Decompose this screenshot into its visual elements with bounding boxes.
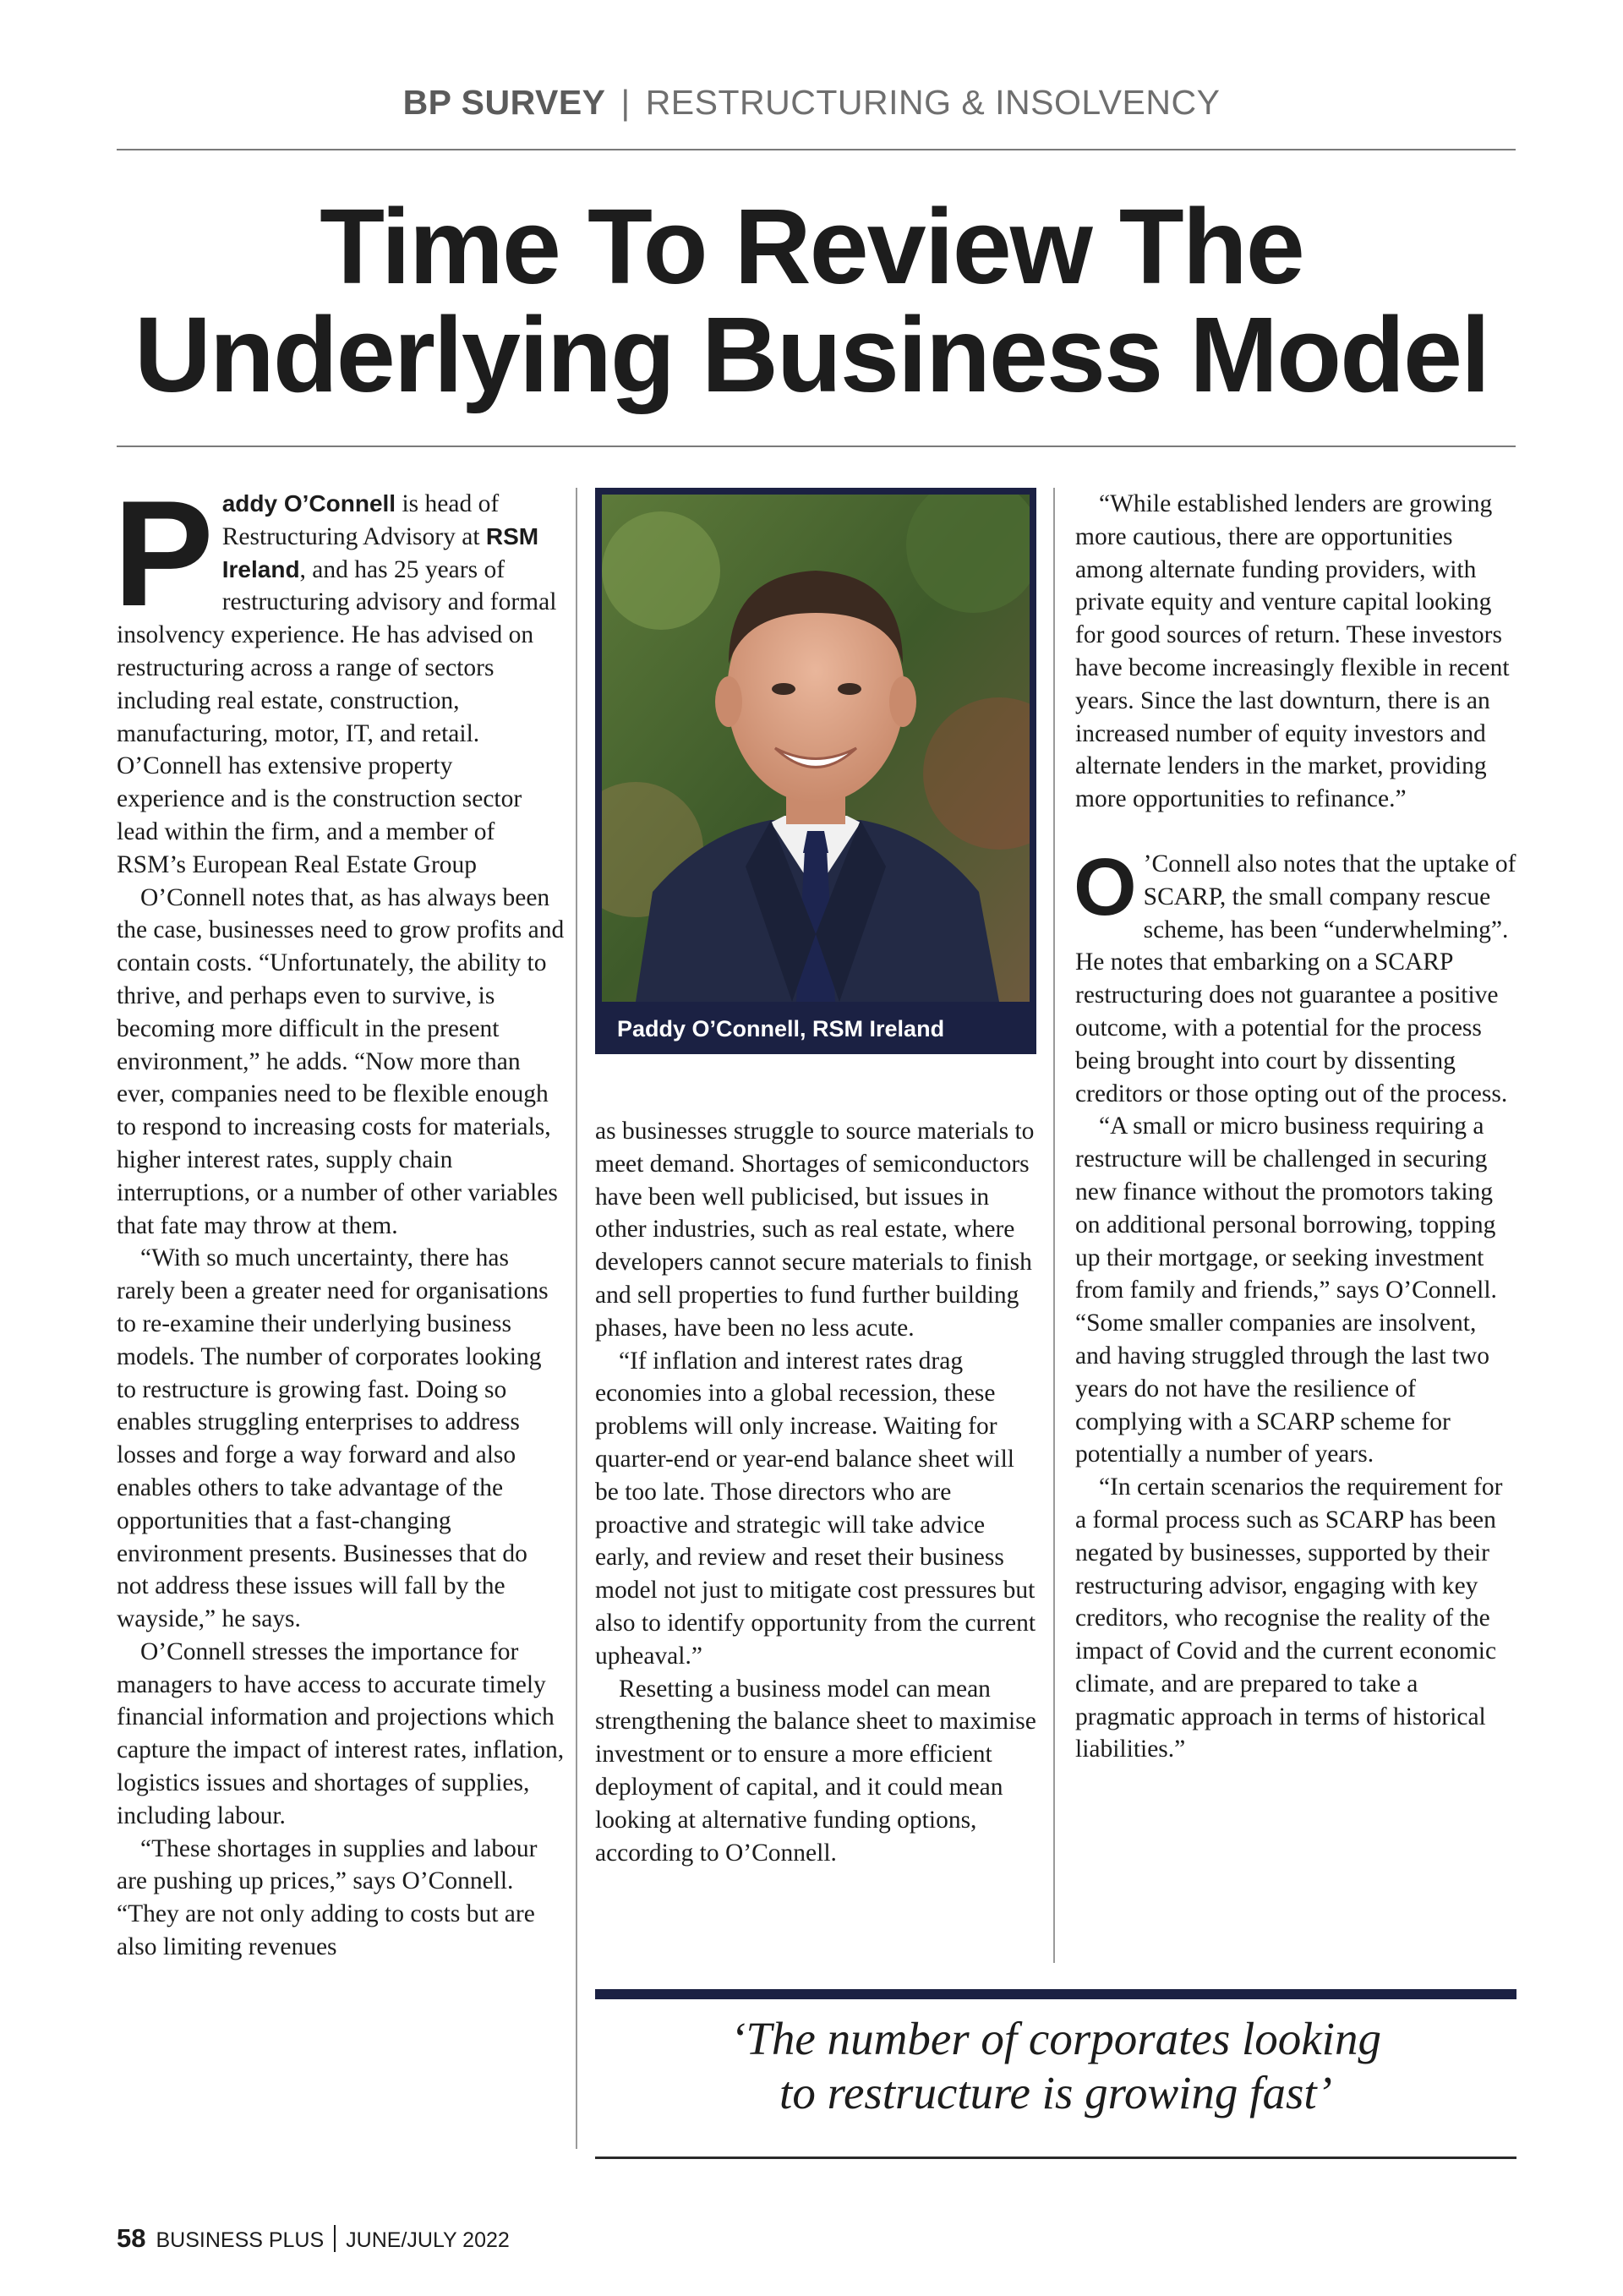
- column-divider: [1053, 488, 1055, 1963]
- body-paragraph: “A small or micro business requiring a restructure will be challenged in securing new finance without the promotors taking on additional personal borrowing, topping up their mortgage, or seeking investment from family and friends,” says O’Connell. “Some smaller companies are insolvent, and having struggled through the last two years do not have the resilience of complying with a SCARP scheme for potentially a number of years.: [1075, 1112, 1497, 1468]
- column-divider: [576, 488, 577, 2149]
- body-paragraph: as businesses struggle to source materials to meet demand. Shortages of semiconductors have been well publicised, but issues in other industries, such as real estate, where developers cannot secure materials to finish and sell properties to fund further building phases, have been no less acute.: [595, 1118, 1035, 1342]
- pull-quote-line-2: to restructure is growing fast’: [779, 2067, 1332, 2118]
- header-separator: |: [620, 83, 631, 122]
- headline-line-1: Time To Review The: [320, 187, 1303, 306]
- drop-cap-o: O: [1074, 841, 1137, 932]
- pull-quote-line-1: ‘The number of corporates looking: [730, 2013, 1381, 2064]
- body-paragraph: “While established lenders are growing more cautious, there are opportunities among alternate funding providers, with private equity and venture capital looking for good sources of return. These investors have become increasingly flexible in recent years. Since the last downturn, there is an increased number of equity investors and alternate lenders in the market, providing more opportunities to refinance.”: [1075, 490, 1510, 813]
- page-footer: [117, 2223, 510, 2254]
- body-paragraph: Resetting a business model can mean strengthening the balance sheet to maximise investment or to ensure a more efficient deployment of capital, and it could mean looking at alternative funding options, according to O’Connell.: [595, 1675, 1036, 1867]
- issue-date: JUNE/JULY 2022: [346, 2228, 510, 2252]
- footer-separator: [334, 2225, 336, 2252]
- pull-quote: [595, 2012, 1516, 2120]
- pull-quote-rule: [595, 2157, 1516, 2159]
- portrait-photo-frame: [595, 488, 1036, 1054]
- headline-rule: [117, 446, 1516, 447]
- article-column-2: [595, 1115, 1036, 1869]
- page-number: 58: [117, 2223, 146, 2253]
- intro-paragraph: Paddy O’Connell is head of Restructuring Advisory at RSM Ireland, and has 25 years of restructuring advisory and formal insolvency experience. He has advised on restructuring across a range of sectors including real estate, construction, manufacturing, motor, IT, and retail. O’Connell has extensive property experience and is the construction sector lead within the firm, and a member of RSM’s European Real Estate Group: [113, 469, 557, 878]
- article-column-3: [1075, 488, 1516, 1766]
- article-headline: [85, 187, 1538, 414]
- article-column-1: [113, 469, 565, 1964]
- body-paragraph: O ’Connell also notes that the uptake of SCARP, the small company rescue scheme, has been “underwhelming”. He notes that embarking on a SCARP restructuring does not guarantee a positive outcome, with a potential for the process being brought into court by dissenting creditors or those opting out of the process.: [1074, 841, 1516, 1107]
- photo-caption: Paddy O’Connell, RSM Ireland: [617, 1016, 945, 1041]
- firm-name: RSM Ireland: [221, 522, 539, 582]
- body-paragraph: “In certain scenarios the requirement for a formal process such as SCARP has been negated by businesses, supported by their restructuring advisor, engaging with key creditors, who recognise the reality of the impact of Covid and the current economic climate, and are prepared to take a pragmatic approach in terms of historical liabilities.”: [1075, 1473, 1503, 1763]
- header-rule: [117, 149, 1516, 150]
- subject-name: addy O’Connell: [221, 490, 396, 517]
- headline-line-2: Underlying Business Model: [134, 295, 1489, 414]
- section-label: RESTRUCTURING & INSOLVENCY: [645, 83, 1221, 122]
- drop-cap-p: P: [113, 469, 214, 637]
- body-paragraph: “If inflation and interest rates drag economies into a global recession, these problems will only increase. Waiting for quarter-end or year-end balance sheet will be too late. Those directors who are proactive and strategic will take advice early, and review and reset their business model not just to mitigate cost pressures but also to identify opportunity from the current upheaval.”: [595, 1347, 1036, 1670]
- pull-quote-bar: [595, 1989, 1516, 1999]
- body-paragraph: “With so much uncertainty, there has rarely been a greater need for organisations to re-examine their underlying business models. The number of corporates looking to restructure is growing fast. Doing so enables struggling enterprises to address losses and forge a way forward and also enables others to take advantage of the opportunities that a fast-changing environment presents. Businesses that do not address these issues will fall by the wayside,” he says.: [117, 1244, 549, 1633]
- section-header: [0, 83, 1623, 123]
- body-paragraph: “These shortages in supplies and labour are pushing up prices,” says O’Connell. “They are not only adding to costs but are also limiting revenues: [117, 1834, 538, 1961]
- survey-label: BP SURVEY: [402, 83, 606, 122]
- body-paragraph: O’Connell stresses the importance for managers to have access to accurate timely financial information and projections which capture the impact of interest rates, inflation, logistics issues and shortages of supplies, including labour.: [117, 1637, 565, 1829]
- portrait-photo: [602, 495, 1030, 1002]
- body-paragraph: O’Connell notes that, as has always been the case, businesses need to grow profits and contain costs. “Unfortunately, the ability to thrive, and perhaps even to survive, is becoming more difficult in the present environment,” he adds. “Now more than ever, companies need to be flexible enough to respond to increasing costs for materials, higher interest rates, supply chain interruptions, or a number of other variables that fate may throw at them.: [117, 883, 565, 1239]
- publication-name: BUSINESS PLUS: [156, 2228, 325, 2252]
